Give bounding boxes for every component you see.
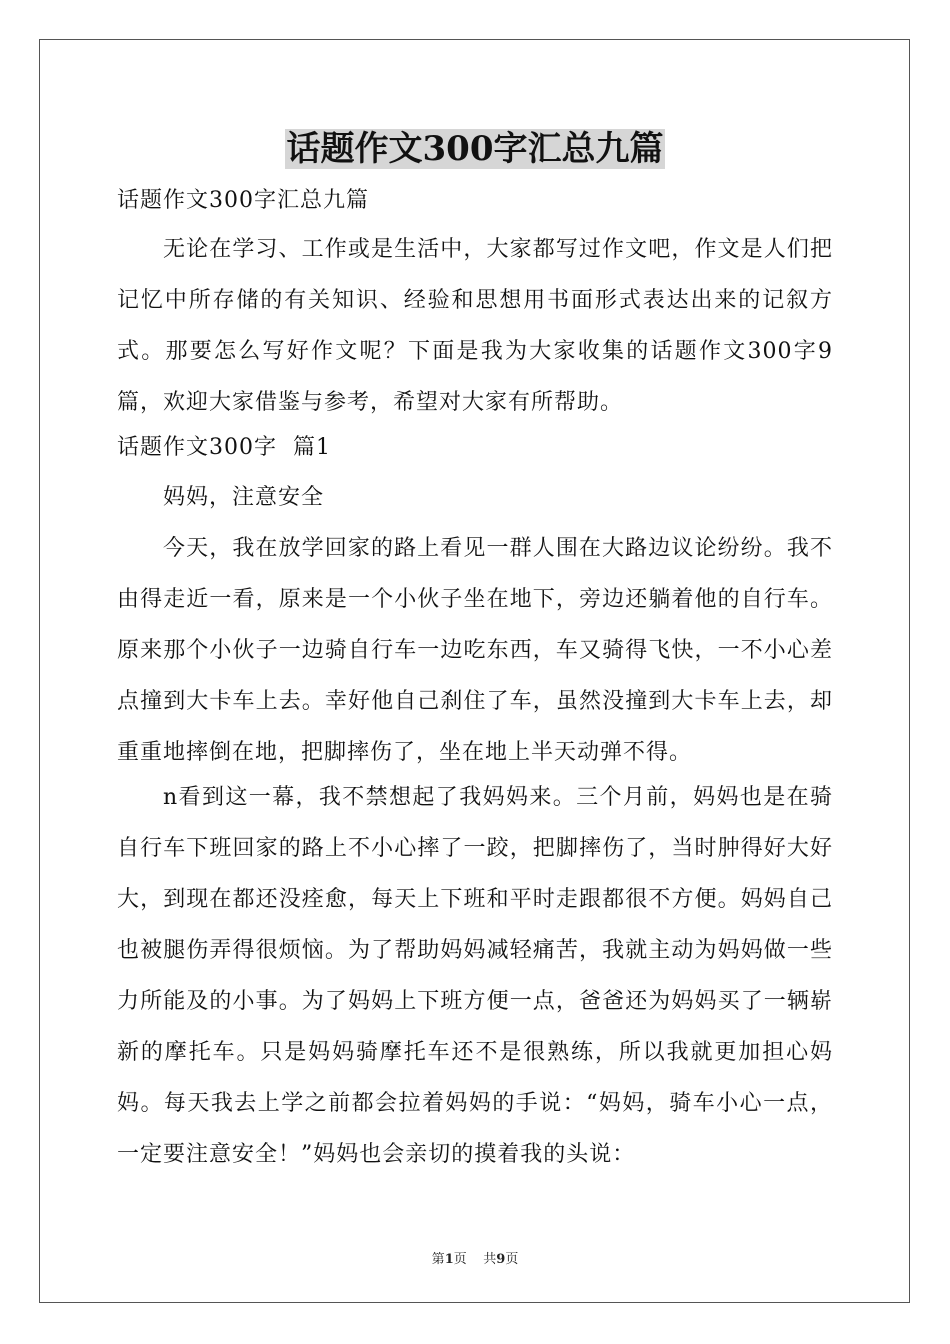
document-title-text: 话题作文300字汇总九篇 xyxy=(286,129,664,169)
document-subtitle: 话题作文300字汇总九篇 xyxy=(117,188,369,213)
footer-page-total: 9 xyxy=(496,1252,506,1267)
footer-page-mid: 页 共 xyxy=(453,1252,497,1267)
footer-page-suffix: 页 xyxy=(505,1252,519,1267)
footer-page-prefix: 第 xyxy=(431,1252,445,1267)
intro-paragraph: 无论在学习、工作或是生活中，大家都写过作文吧，作文是人们把记忆中所存储的有关知识、经验和思想用书面形式表达出来的记叙方式。那要怎么写好作文呢？下面是我为大家收集的话题作文300字9篇，欢迎大家借鉴与参考，希望对大家有所帮助。 xyxy=(117,237,833,415)
section-heading: 话题作文300字 篇1 xyxy=(117,435,331,460)
essay-paragraph-2: n看到这一幕，我不禁想起了我妈妈来。三个月前，妈妈也是在骑自行车下班回家的路上不小心摔了一跤，把脚摔伤了，当时肿得好大好大，到现在都还没痊愈，每天上下班和平时走跟都很不方便。妈妈自己也被腿伤弄得很烦恼。为了帮助妈妈减轻痛苦，我就主动为妈妈做一些力所能及的小事。为了妈妈上下班方便一点，爸爸还为妈妈买了一辆崭新的摩托车。只是妈妈骑摩托车还不是很熟练，所以我就更加担心妈妈。每天我去上学之前都会拉着妈妈的手说：“妈妈，骑车小心一点，一定要注意安全！”妈妈也会亲切的摸着我的头说： xyxy=(117,785,833,1167)
document-title xyxy=(0,127,950,171)
essay-paragraph-1: 今天，我在放学回家的路上看见一群人围在大路边议论纷纷。我不由得走近一看，原来是一个小伙子坐在地下，旁边还躺着他的自行车。原来那个小伙子一边骑自行车一边吃东西，车又骑得飞快，一不小心差点撞到大卡车上去。幸好他自己刹住了车，虽然没撞到大卡车上去，却重重地摔倒在地，把脚摔伤了，坐在地上半天动弹不得。 xyxy=(117,536,833,765)
essay-title: 妈妈，注意安全 xyxy=(163,485,325,510)
page-footer xyxy=(0,1248,950,1267)
footer-page-current: 1 xyxy=(444,1252,454,1267)
